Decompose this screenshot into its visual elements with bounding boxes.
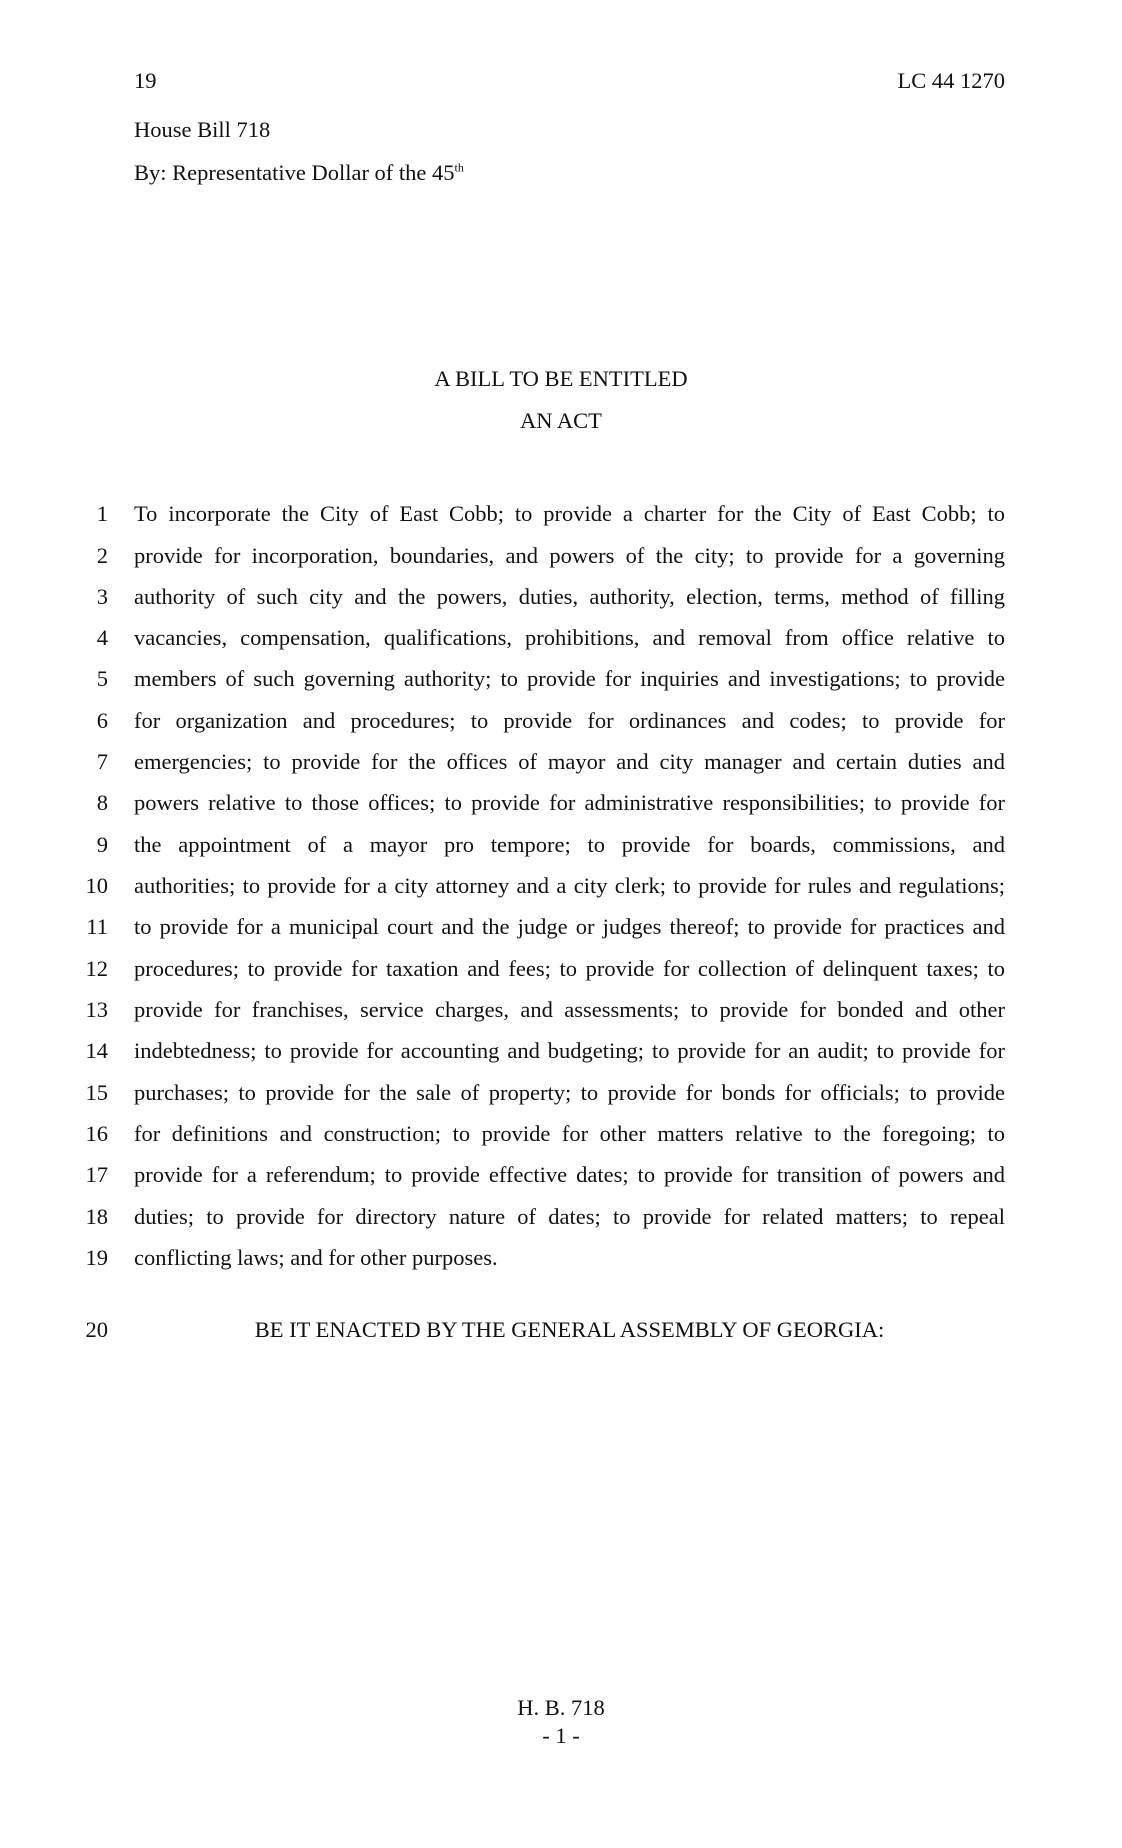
line-number: 16	[85, 1121, 108, 1146]
line-text: indebtedness; to provide for accounting and budgeting; to provide for an audit; to provide for	[134, 1038, 1005, 1063]
enacting-clause	[0, 1317, 1122, 1347]
line-text: emergencies; to provide for the offices of mayor and city manager and certain duties and	[134, 749, 1005, 774]
line-number: 7	[96, 749, 108, 774]
body-line	[0, 997, 1122, 1027]
line-number: 17	[85, 1162, 108, 1187]
line-number: 15	[85, 1080, 108, 1105]
line-number: 6	[96, 708, 108, 733]
line-text: the appointment of a mayor pro tempore; to provide for boards, commissions, and	[134, 832, 1005, 857]
line-text: for organization and procedures; to provide for ordinances and codes; to provide for	[134, 708, 1005, 733]
body-line	[0, 1245, 1122, 1275]
line-number: 1	[96, 501, 108, 526]
line-number: 20	[85, 1317, 108, 1342]
body-line	[0, 708, 1122, 738]
line-text: provide for franchises, service charges, and assessments; to provide for bonded and other	[134, 997, 1005, 1022]
footer-bill-number: H. B. 718	[517, 1695, 605, 1720]
line-text: vacancies, compensation, qualifications, prohibitions, and removal from office relative to	[134, 625, 1005, 650]
sponsor-line	[134, 160, 464, 186]
line-number: 12	[85, 956, 108, 981]
line-number: 11	[86, 914, 108, 939]
page-number: - 1 -	[542, 1723, 580, 1748]
body-line	[0, 666, 1122, 696]
line-text: provide for incorporation, boundaries, and powers of the city; to provide for a governing	[134, 543, 1005, 568]
body-line	[0, 914, 1122, 944]
body-line	[0, 1080, 1122, 1110]
line-text: to provide for a municipal court and the judge or judges thereof; to provide for practices and	[134, 914, 1005, 939]
line-text: authority of such city and the powers, duties, authority, election, terms, method of filling	[134, 584, 1005, 609]
body-line	[0, 749, 1122, 779]
line-text: for definitions and construction; to provide for other matters relative to the foregoing; to	[134, 1121, 1005, 1146]
sponsor-text: By: Representative Dollar of the 45	[134, 160, 455, 185]
line-text: To incorporate the City of East Cobb; to provide a charter for the City of East Cobb; to	[134, 501, 1005, 526]
body-line	[0, 832, 1122, 862]
act-heading: AN ACT	[520, 408, 602, 433]
line-number: 14	[85, 1038, 108, 1063]
lc-number: LC 44 1270	[897, 68, 1005, 93]
body-line	[0, 1162, 1122, 1192]
line-text: provide for a referendum; to provide effective dates; to provide for transition of powers and	[134, 1162, 1005, 1187]
line-number: 5	[96, 666, 108, 691]
bill-heading: A BILL TO BE ENTITLED	[434, 366, 688, 391]
body-line	[0, 584, 1122, 614]
sponsor-ordinal-suffix: th	[454, 160, 464, 175]
body-line	[0, 1121, 1122, 1151]
line-number: 10	[85, 873, 108, 898]
line-text: procedures; to provide for taxation and fees; to provide for collection of delinquent taxes; to	[134, 956, 1005, 981]
line-number: 2	[96, 543, 108, 568]
line-number: 18	[85, 1204, 108, 1229]
body-line	[0, 873, 1122, 903]
body-line	[0, 625, 1122, 655]
enacting-text: BE IT ENACTED BY THE GENERAL ASSEMBLY OF GEORGIA:	[254, 1317, 885, 1342]
line-number: 3	[96, 584, 108, 609]
line-number: 13	[85, 997, 108, 1022]
line-text: duties; to provide for directory nature of dates; to provide for related matters; to repeal	[134, 1204, 1005, 1229]
bill-title: House Bill 718	[134, 117, 271, 142]
line-number: 8	[96, 790, 108, 815]
line-number: 9	[96, 832, 108, 857]
line-number: 4	[96, 625, 108, 650]
line-text: authorities; to provide for a city attorney and a city clerk; to provide for rules and regulations;	[134, 873, 1005, 898]
body-line	[0, 1038, 1122, 1068]
body-line	[0, 501, 1122, 531]
body-line	[0, 790, 1122, 820]
session-number: 19	[134, 68, 157, 93]
line-text: powers relative to those offices; to provide for administrative responsibilities; to provide for	[134, 790, 1005, 815]
line-text: conflicting laws; and for other purposes.	[134, 1245, 498, 1270]
body-line	[0, 1204, 1122, 1234]
body-line	[0, 543, 1122, 573]
line-text: purchases; to provide for the sale of property; to provide for bonds for officials; to provide	[134, 1080, 1005, 1105]
body-line	[0, 956, 1122, 986]
line-text: members of such governing authority; to provide for inquiries and investigations; to provide	[134, 666, 1005, 691]
line-number: 19	[85, 1245, 108, 1270]
